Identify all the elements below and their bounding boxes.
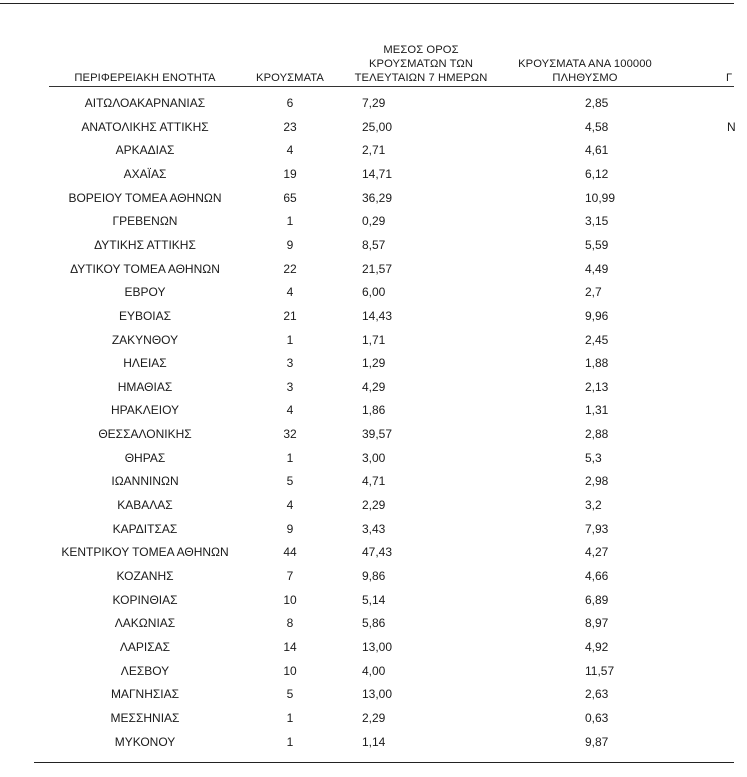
per100k-cell: 9,96 (585, 308, 609, 323)
table-row (0, 211, 734, 231)
region-cell: ΛΕΣΒΟΥ (120, 663, 170, 678)
avg7-cell: 4,29 (362, 379, 386, 394)
table-row (0, 661, 734, 681)
region-cell: ΚΑΡΔΙΤΣΑΣ (112, 521, 178, 536)
per100k-cell: 0,63 (585, 710, 609, 725)
per100k-cell: 5,3 (585, 450, 602, 465)
per100k-cell: 3,2 (585, 498, 602, 513)
avg7-cell: 7,29 (362, 96, 386, 110)
table-row (0, 282, 734, 302)
avg7-cell: 1,29 (362, 356, 386, 371)
table-row (0, 542, 734, 562)
cases-cell: 65 (283, 190, 297, 205)
cases-cell: 44 (283, 545, 297, 560)
cases-cell: 10 (283, 592, 297, 607)
avg7-cell: 13,00 (362, 639, 393, 654)
table-row (0, 306, 734, 326)
region-cell: ΖΑΚΥΝΘΟΥ (111, 332, 179, 347)
cases-cell: 7 (286, 569, 294, 583)
cases-cell: 1 (286, 450, 294, 465)
cases-cell: 5 (286, 687, 294, 702)
avg7-cell: 4,00 (362, 663, 386, 678)
table-row (0, 732, 734, 752)
table-row (0, 353, 734, 373)
table-row (0, 684, 734, 704)
avg7-cell: 3,43 (362, 521, 386, 536)
header-cases-per-100k: ΚΡΟΥΣΜΑΤΑ ΑΝΑ 100000 ΠΛΗΘΥΣΜΟ (518, 58, 652, 84)
avg7-cell: 5,14 (362, 592, 386, 607)
cases-cell: 1 (286, 214, 294, 229)
table-row (0, 377, 734, 397)
region-cell: ΜΕΣΣΗΝΙΑΣ (110, 710, 180, 725)
region-cell: ΚΟΖΑΝΗΣ (116, 569, 174, 583)
per100k-cell: 3,15 (585, 214, 609, 229)
region-cell: ΚΟΡΙΝΘΙΑΣ (112, 592, 178, 607)
avg7-cell: 1,14 (362, 734, 386, 749)
cases-cell: 32 (283, 427, 297, 442)
region-cell: ΒΟΡΕΙΟΥ ΤΟΜΕΑ ΑΘΗΝΩΝ (68, 190, 222, 205)
avg7-cell: 14,43 (362, 308, 393, 323)
cases-cell: 10 (283, 663, 297, 678)
per100k-cell: 2,7 (585, 285, 602, 300)
header-avg-7-days: ΜΕΣΟΣ ΟΡΟΣ ΚΡΟΥΣΜΑΤΩΝ ΤΩΝ ΤΕΛΕΥΤΑΙΩΝ 7 ΗΜΕΡΩΝ (354, 44, 488, 84)
avg7-cell: 9,86 (362, 569, 386, 583)
table-row (0, 164, 734, 184)
cases-cell: 1 (286, 734, 294, 749)
cases-cell: 3 (286, 379, 294, 394)
region-cell: ΗΛΕΙΑΣ (123, 356, 167, 371)
region-cell: ΕΒΡΟΥ (124, 285, 166, 300)
cases-cell: 1 (286, 332, 294, 347)
table-row (0, 424, 734, 444)
per100k-cell: 6,89 (585, 592, 609, 607)
avg7-cell: 13,00 (362, 687, 393, 702)
table-row (0, 566, 734, 586)
per100k-cell: 11,57 (585, 663, 615, 678)
avg7-cell: 14,71 (362, 166, 393, 181)
table-row (0, 400, 734, 420)
region-cell: ΚΑΒΑΛΑΣ (117, 498, 173, 513)
per100k-cell: 2,98 (585, 474, 609, 489)
cases-cell: 8 (286, 616, 294, 631)
region-cell: ΑΙΤΩΛΟΑΚΑΡΝΑΝΙΑΣ (84, 96, 206, 110)
per100k-cell: 4,92 (585, 639, 609, 654)
cases-cell: 9 (286, 237, 294, 252)
per100k-cell: 1,88 (585, 356, 609, 371)
per100k-cell: 5,59 (585, 237, 609, 252)
cases-cell: 14 (283, 639, 297, 654)
avg7-cell: 0,29 (362, 214, 386, 229)
cases-cell: 4 (286, 143, 294, 158)
table-row (0, 93, 734, 113)
table-row (0, 519, 734, 539)
table-row (0, 471, 734, 491)
avg7-cell: 6,00 (362, 285, 386, 300)
avg7-cell: 8,57 (362, 237, 386, 252)
avg7-cell: 1,86 (362, 403, 386, 418)
table-row (0, 117, 734, 137)
region-cell: ΛΑΚΩΝΙΑΣ (114, 616, 176, 631)
header-cut-off: Γ (726, 72, 733, 84)
table-row (0, 330, 734, 350)
table-row (0, 613, 734, 633)
cases-cell: 4 (286, 498, 294, 513)
avg7-cell: 5,86 (362, 616, 386, 631)
cases-cell: 6 (286, 96, 294, 110)
cases-cell: 4 (286, 285, 294, 300)
avg7-cell: 3,00 (362, 450, 386, 465)
cases-cell: 23 (283, 119, 297, 134)
region-cell: ΔΥΤΙΚΟΥ ΤΟΜΕΑ ΑΘΗΝΩΝ (70, 261, 220, 276)
table-row (0, 708, 734, 728)
region-cell: ΘΕΣΣΑΛΟΝΙΚΗΣ (98, 427, 192, 442)
header-cases: ΚΡΟΥΣΜΑΤΑ (256, 72, 324, 84)
avg7-cell: 39,57 (362, 427, 393, 442)
cases-cell: 1 (286, 710, 294, 725)
region-cell: ΑΡΚΑΔΙΑΣ (115, 143, 175, 158)
per100k-cell: 2,45 (585, 332, 609, 347)
per100k-cell: 4,58 (585, 119, 609, 134)
avg7-cell: 2,29 (362, 710, 386, 725)
avg7-cell: 36,29 (362, 190, 393, 205)
per100k-cell: 9,87 (585, 734, 609, 749)
region-cell: ΛΑΡΙΣΑΣ (119, 639, 171, 654)
table-row (0, 140, 734, 160)
table-row (0, 637, 734, 657)
cases-cell: 21 (283, 308, 297, 323)
region-cell: ΗΜΑΘΙΑΣ (117, 379, 173, 394)
avg7-cell: 2,71 (362, 143, 386, 158)
per100k-cell: 2,88 (585, 427, 609, 442)
cases-cell: 9 (286, 521, 294, 536)
cut-off-cell: Ν (727, 119, 736, 134)
region-cell: ΑΧΑΪΑΣ (123, 166, 167, 181)
per100k-cell: 1,31 (585, 403, 609, 418)
avg7-cell: 2,29 (362, 498, 386, 513)
cases-cell: 19 (283, 166, 297, 181)
region-cell: ΗΡΑΚΛΕΙΟΥ (110, 403, 180, 418)
table-row (0, 495, 734, 515)
region-cell: ΔΥΤΙΚΗΣ ΑΤΤΙΚΗΣ (94, 237, 196, 252)
table-row (0, 259, 734, 279)
region-cell: ΑΝΑΤΟΛΙΚΗΣ ΑΤΤΙΚΗΣ (81, 119, 209, 134)
avg7-cell: 4,71 (362, 474, 386, 489)
cases-cell: 3 (286, 356, 294, 371)
region-cell: ΜΥΚΟΝΟΥ (114, 734, 176, 749)
table-row (0, 448, 734, 468)
header-region: ΠΕΡΙΦΕΡΕΙΑΚΗ ΕΝΟΤΗΤΑ (74, 72, 216, 84)
bottom-border (34, 762, 734, 763)
region-cell: ΙΩΑΝΝΙΝΩΝ (111, 474, 179, 489)
region-cell: ΜΑΓΝΗΣΙΑΣ (110, 687, 180, 702)
avg7-cell: 47,43 (362, 545, 393, 560)
per100k-cell: 2,13 (585, 379, 609, 394)
region-cell: ΓΡΕΒΕΝΩΝ (112, 214, 178, 229)
cases-cell: 4 (286, 403, 294, 418)
per100k-cell: 8,97 (585, 616, 609, 631)
table-row (0, 590, 734, 610)
per100k-cell: 4,27 (585, 545, 609, 560)
per100k-cell: 10,99 (585, 190, 616, 205)
per100k-cell: 7,93 (585, 521, 609, 536)
region-cell: ΘΗΡΑΣ (124, 450, 166, 465)
table-row (0, 188, 734, 208)
region-cell: ΕΥΒΟΙΑΣ (118, 308, 172, 323)
per100k-cell: 4,66 (585, 569, 609, 583)
avg7-cell: 1,71 (362, 332, 386, 347)
avg7-cell: 21,57 (362, 261, 393, 276)
top-border (0, 3, 734, 4)
table-row (0, 235, 734, 255)
cases-cell: 5 (286, 474, 294, 489)
region-cell: ΚΕΝΤΡΙΚΟΥ ΤΟΜΕΑ ΑΘΗΝΩΝ (61, 545, 229, 560)
per100k-cell: 6,12 (585, 166, 609, 181)
per100k-cell: 4,49 (585, 261, 609, 276)
avg7-cell: 25,00 (362, 119, 393, 134)
per100k-cell: 2,63 (585, 687, 609, 702)
header-underline (49, 86, 734, 87)
per100k-cell: 2,85 (585, 96, 609, 110)
per100k-cell: 4,61 (585, 143, 609, 158)
cases-cell: 22 (283, 261, 297, 276)
